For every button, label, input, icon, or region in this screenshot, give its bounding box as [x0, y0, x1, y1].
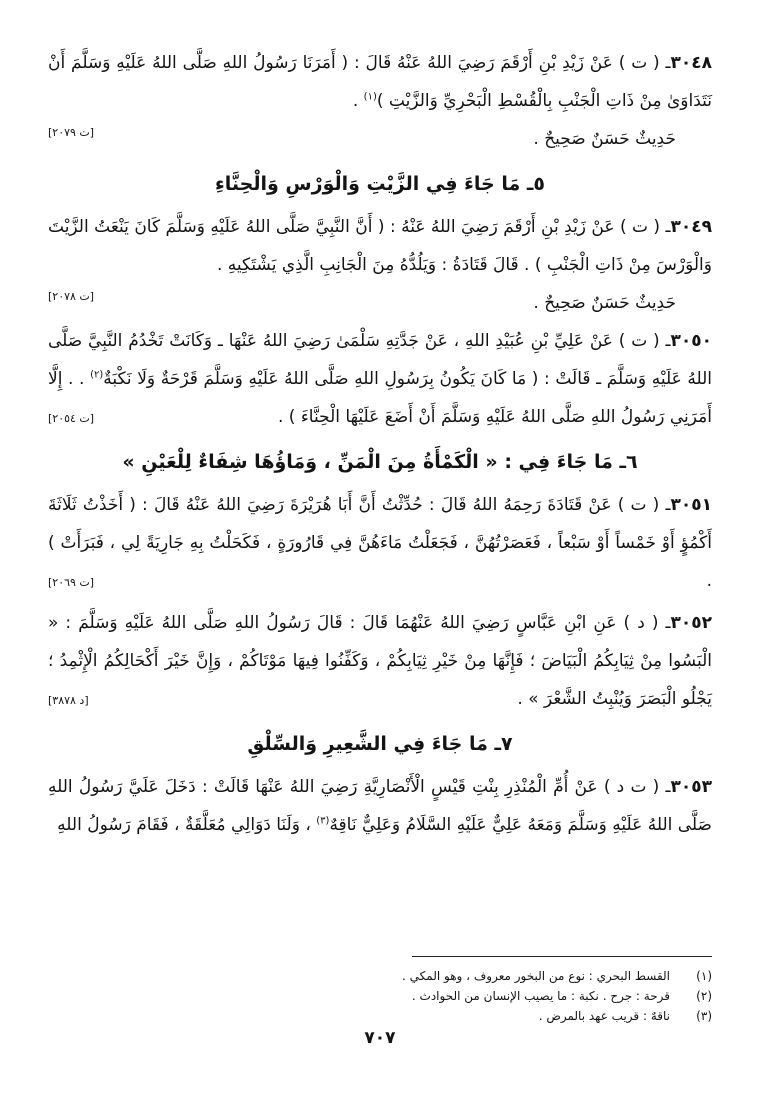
- chapter-heading: ٦ـ مَا جَاءَ فِي : « الْكَمْأَةُ مِنَ الْمَنِّ ، وَمَاؤُهَا شِفَاءٌ لِلْعَيْنِ »: [122, 451, 638, 473]
- hadith-3053: [48, 768, 712, 844]
- hadith-number: ٣٠٤٩: [670, 217, 712, 237]
- hadith-3051: [48, 486, 712, 600]
- hadith-text: ـ ( ت د ) عَنْ أُمِّ الْمُنْذِرِ بِنْتِ قَيْسٍ الْأَنْصَارِيَّةِ رَضِيَ اللهُ عَنْهَا قَالَتْ : دَخَلَ عَلَيَّ رَسُولُ اللهِ صَلَّى اللهُ عَلَيْهِ وَسَلَّمَ وَمَعَهُ عَلِيٌّ عَلَيْهِ السَّلَامُ وَعَلِيٌّ نَاقِهٌ: [48, 777, 712, 835]
- footnote-text: القسط البحري : نوع من البخور معروف ، وهو المكي .: [402, 969, 670, 983]
- page-number: ٧٠٧: [364, 1028, 396, 1048]
- hadith-number: ٣٠٥٠: [670, 331, 712, 351]
- source-reference: [ت ٢٠٧٨]: [48, 290, 95, 303]
- hadith-3050: [48, 322, 712, 436]
- hadith-number: ٣٠٥١: [670, 495, 712, 515]
- footnote-marker: (١): [363, 91, 377, 103]
- footnote-text: قرحة : جرح . نكبة : ما يصيب الإنسان من الحوادث .: [411, 989, 670, 1003]
- source-reference: [ت ٢٠٧٩]: [48, 126, 95, 139]
- hadith-text-end: .: [352, 91, 364, 111]
- footnote: [48, 986, 712, 1006]
- hadith-3050-block: [48, 322, 712, 436]
- hadith-number: ٣٠٥٣: [670, 777, 712, 797]
- hadith-3052-block: [48, 604, 712, 718]
- hadith-grade: حَدِيثٌ حَسَنٌ صَحِيحٌ .: [533, 129, 676, 149]
- footnote: [48, 1006, 712, 1026]
- grade-row: [48, 120, 712, 158]
- chapter-heading: ٥ـ مَا جَاءَ فِي الزَّيْتِ وَالْوَرْسِ وَالْحِنَّاءِ: [215, 173, 545, 195]
- footnote-number: (٣): [696, 1009, 712, 1023]
- source-reference: [د ٣٨٧٨]: [48, 694, 89, 707]
- hadith-text-cont: . . إِلَّا أَمَرَنِي رَسُولُ اللهِ صَلَّى اللهُ عَلَيْهِ وَسَلَّمَ أَنْ أَضَعَ عَلَيْهَا الْحِنَّاءَ ) .: [48, 369, 712, 427]
- hadith-text: ـ ( ت ) عَنْ عَلِيِّ بْنِ عُبَيْدِ اللهِ ، عَنْ جَدَّتِهِ سَلْمَىٰ رَضِيَ اللهُ عَنْهَا ـ وَكَانَتْ تَخْدُمُ النَّبِيَّ صَلَّى اللهُ عَلَيْهِ وَسَلَّمَ ـ قَالَتْ : ( مَا كَانَ يَكُونُ بِرَسُولِ اللهِ صَلَّى اللهُ عَلَيْهِ وَسَلَّمَ قَرْحَةٌ وَلَا نَكْبَةٌ: [48, 331, 713, 389]
- hadith-3051-block: [48, 486, 712, 600]
- footnote-marker: (٢): [90, 369, 104, 381]
- book-page: [48, 44, 712, 1074]
- hadith-text: ـ ( ت ) عَنْ زَيْدِ بْنِ أَرْقَمَ رَضِيَ اللهُ عَنْهُ قَالَ : ( أَمَرَنَا رَسُولُ اللهِ صَلَّى اللهُ عَلَيْهِ وَسَلَّمَ أَنْ نَتَدَاوَىٰ مِنْ ذَاتِ الْجَنْبِ بِالْقُسْطِ الْبَحْرِيِّ وَالزَّيْتِ ): [48, 53, 712, 111]
- hadith-text: ـ ( ت ) عَنْ قَتَادَةَ رَحِمَهُ اللهُ قَالَ : حُدِّثْتُ أَنَّ أَبَا هُرَيْرَةَ رَضِيَ اللهُ عَنْهُ قَالَ : ( أَخَذْتُ ثَلَاثَةَ أَكْمُؤٍ أَوْ خَمْساً أَوْ سَبْعاً ، فَعَصَرْتُهُنَّ ، فَجَعَلْتُ مَاءَهُنَّ فِي قَارُورَةٍ ، فَكَحَلْتُ بِهِ جَارِيَةً لِي ، فَبَرَأَتْ ) .: [48, 495, 712, 591]
- footnote-number: (٢): [696, 989, 712, 1003]
- source-reference: [ت ٢٠٥٤]: [48, 412, 95, 425]
- footnote-divider: [412, 956, 712, 957]
- hadith-number: ٣٠٥٢: [670, 613, 712, 633]
- hadith-text: ـ ( ت ) عَنْ زَيْدِ بْنِ أَرْقَمَ رَضِيَ اللهُ عَنْهُ : ( أَنَّ النَّبِيَّ صَلَّى اللهُ عَلَيْهِ وَسَلَّمَ كَانَ يَنْعَتُ الزَّيْتَ وَالْوَرْسَ مِنْ ذَاتِ الْجَنْبِ ) . قَالَ قَتَادَةُ : وَيَلُدُّهُ مِنَ الْجَانِبِ الَّذِي يَشْتَكِيهِ .: [48, 217, 712, 275]
- chapter-heading: ٧ـ مَا جَاءَ فِي الشَّعِيرِ وَالسِّلْقِ: [247, 733, 513, 755]
- footnote-marker: (٣): [316, 815, 330, 827]
- footnote-text: ناقهٌ : قريب عهد بالمرض .: [538, 1009, 670, 1023]
- footnotes: [48, 966, 712, 1026]
- hadith-grade: حَدِيثٌ حَسَنٌ صَحِيحٌ .: [533, 293, 676, 313]
- hadith-text: ـ ( د ) عَنِ ابْنِ عَبَّاسٍ رَضِيَ اللهُ عَنْهُمَا قَالَ : قَالَ رَسُولُ اللهِ صَلَّى اللهُ عَلَيْهِ وَسَلَّمَ : « الْبَسُوا مِنْ ثِيَابِكُمُ الْبَيَاضَ ؛ فَإِنَّهَا مِنْ خَيْرِ ثِيَابِكُمْ ، وَكَفِّنُوا فِيهَا مَوْتَاكُمْ ، وَإِنَّ خَيْرَ أَكْحَالِكُمُ الْإِثْمِدُ ؛ يَجْلُو الْبَصَرَ وَيُنْبِتُ الشَّعْرَ » .: [48, 613, 712, 709]
- hadith-3048: [48, 44, 712, 120]
- footnote-number: (١): [696, 969, 712, 983]
- hadith-3052: [48, 604, 712, 718]
- hadith-3049: [48, 208, 712, 284]
- footnote: [48, 966, 712, 986]
- source-reference: [ت ٢٠٦٩]: [48, 576, 95, 589]
- grade-row: [48, 284, 712, 322]
- hadith-number: ٣٠٤٨: [670, 53, 712, 73]
- hadith-text-cont: ، وَلَنَا دَوَالِي مُعَلَّقَةٌ ، فَقَامَ رَسُولُ اللهِ: [57, 815, 317, 835]
